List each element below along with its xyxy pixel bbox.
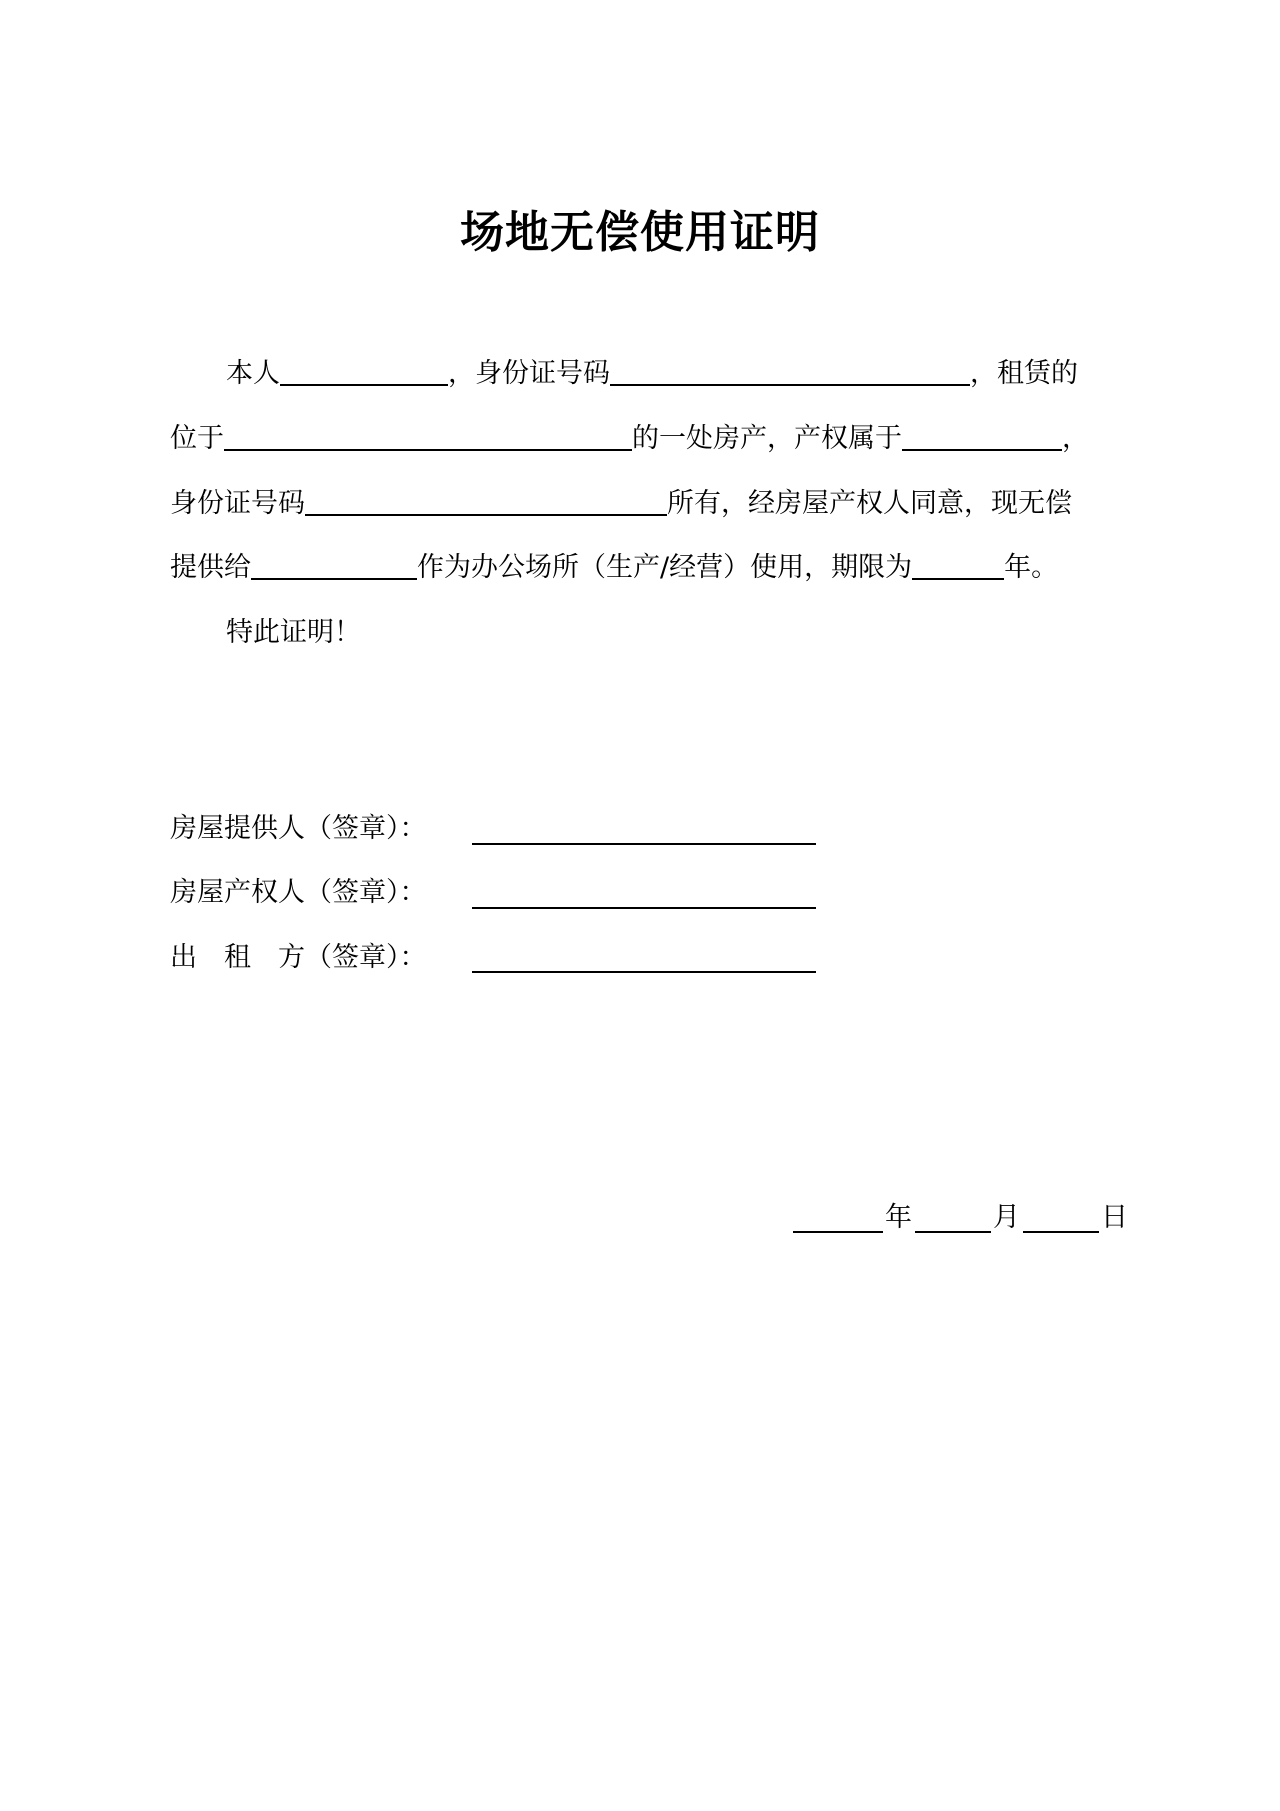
date-day-label: 日 [1101,1202,1128,1233]
para-line-5 [226,613,361,653]
signature-owner-label: 房屋产权人（签章）： [170,877,427,908]
text-segment: ，租赁的 [970,358,1078,389]
signature-owner-line[interactable] [472,907,816,909]
signature-provider-line[interactable] [472,843,816,845]
date-day-blank[interactable] [1023,1231,1099,1233]
date-year-blank[interactable] [793,1231,883,1233]
text-segment: 身份证号码 [170,488,305,519]
text-segment: 位于 [170,423,224,454]
text-segment: 所有，经房屋产权人同意，现无偿 [667,488,1072,519]
para-line-3 [170,484,1072,524]
text-segment: 年。 [1004,552,1059,583]
para-line-2 [170,419,1089,459]
signature-provider-label: 房屋提供人（签章）： [170,813,427,844]
para-line-4 [170,548,1058,588]
text-segment: ， [1062,423,1089,454]
date-year-label: 年 [885,1202,912,1233]
closing-statement: 特此证明！ [226,617,361,648]
para-line-1 [226,354,1078,394]
tenant-id-blank[interactable] [610,356,970,386]
text-segment: ，身份证号码 [448,358,610,389]
property-location-blank[interactable] [224,421,632,451]
text-segment: 提供给 [170,552,251,583]
signature-lessor-line[interactable] [472,971,816,973]
text-segment: 作为办公场所（生产/经营）使用，期限为 [417,552,913,583]
text-segment: 本人 [226,358,280,389]
document-title: 场地无偿使用证明 [460,207,820,258]
tenant-name-blank[interactable] [280,356,448,386]
owner-name-blank[interactable] [902,421,1062,451]
text-segment: 的一处房产，产权属于 [632,423,902,454]
signature-lessor-label: 出 租 方（签章）： [170,942,427,973]
owner-id-blank[interactable] [305,486,667,516]
term-years-blank[interactable] [912,550,1004,580]
date-month-label: 月 [993,1202,1020,1233]
recipient-name-blank[interactable] [251,550,417,580]
date-month-blank[interactable] [915,1231,991,1233]
